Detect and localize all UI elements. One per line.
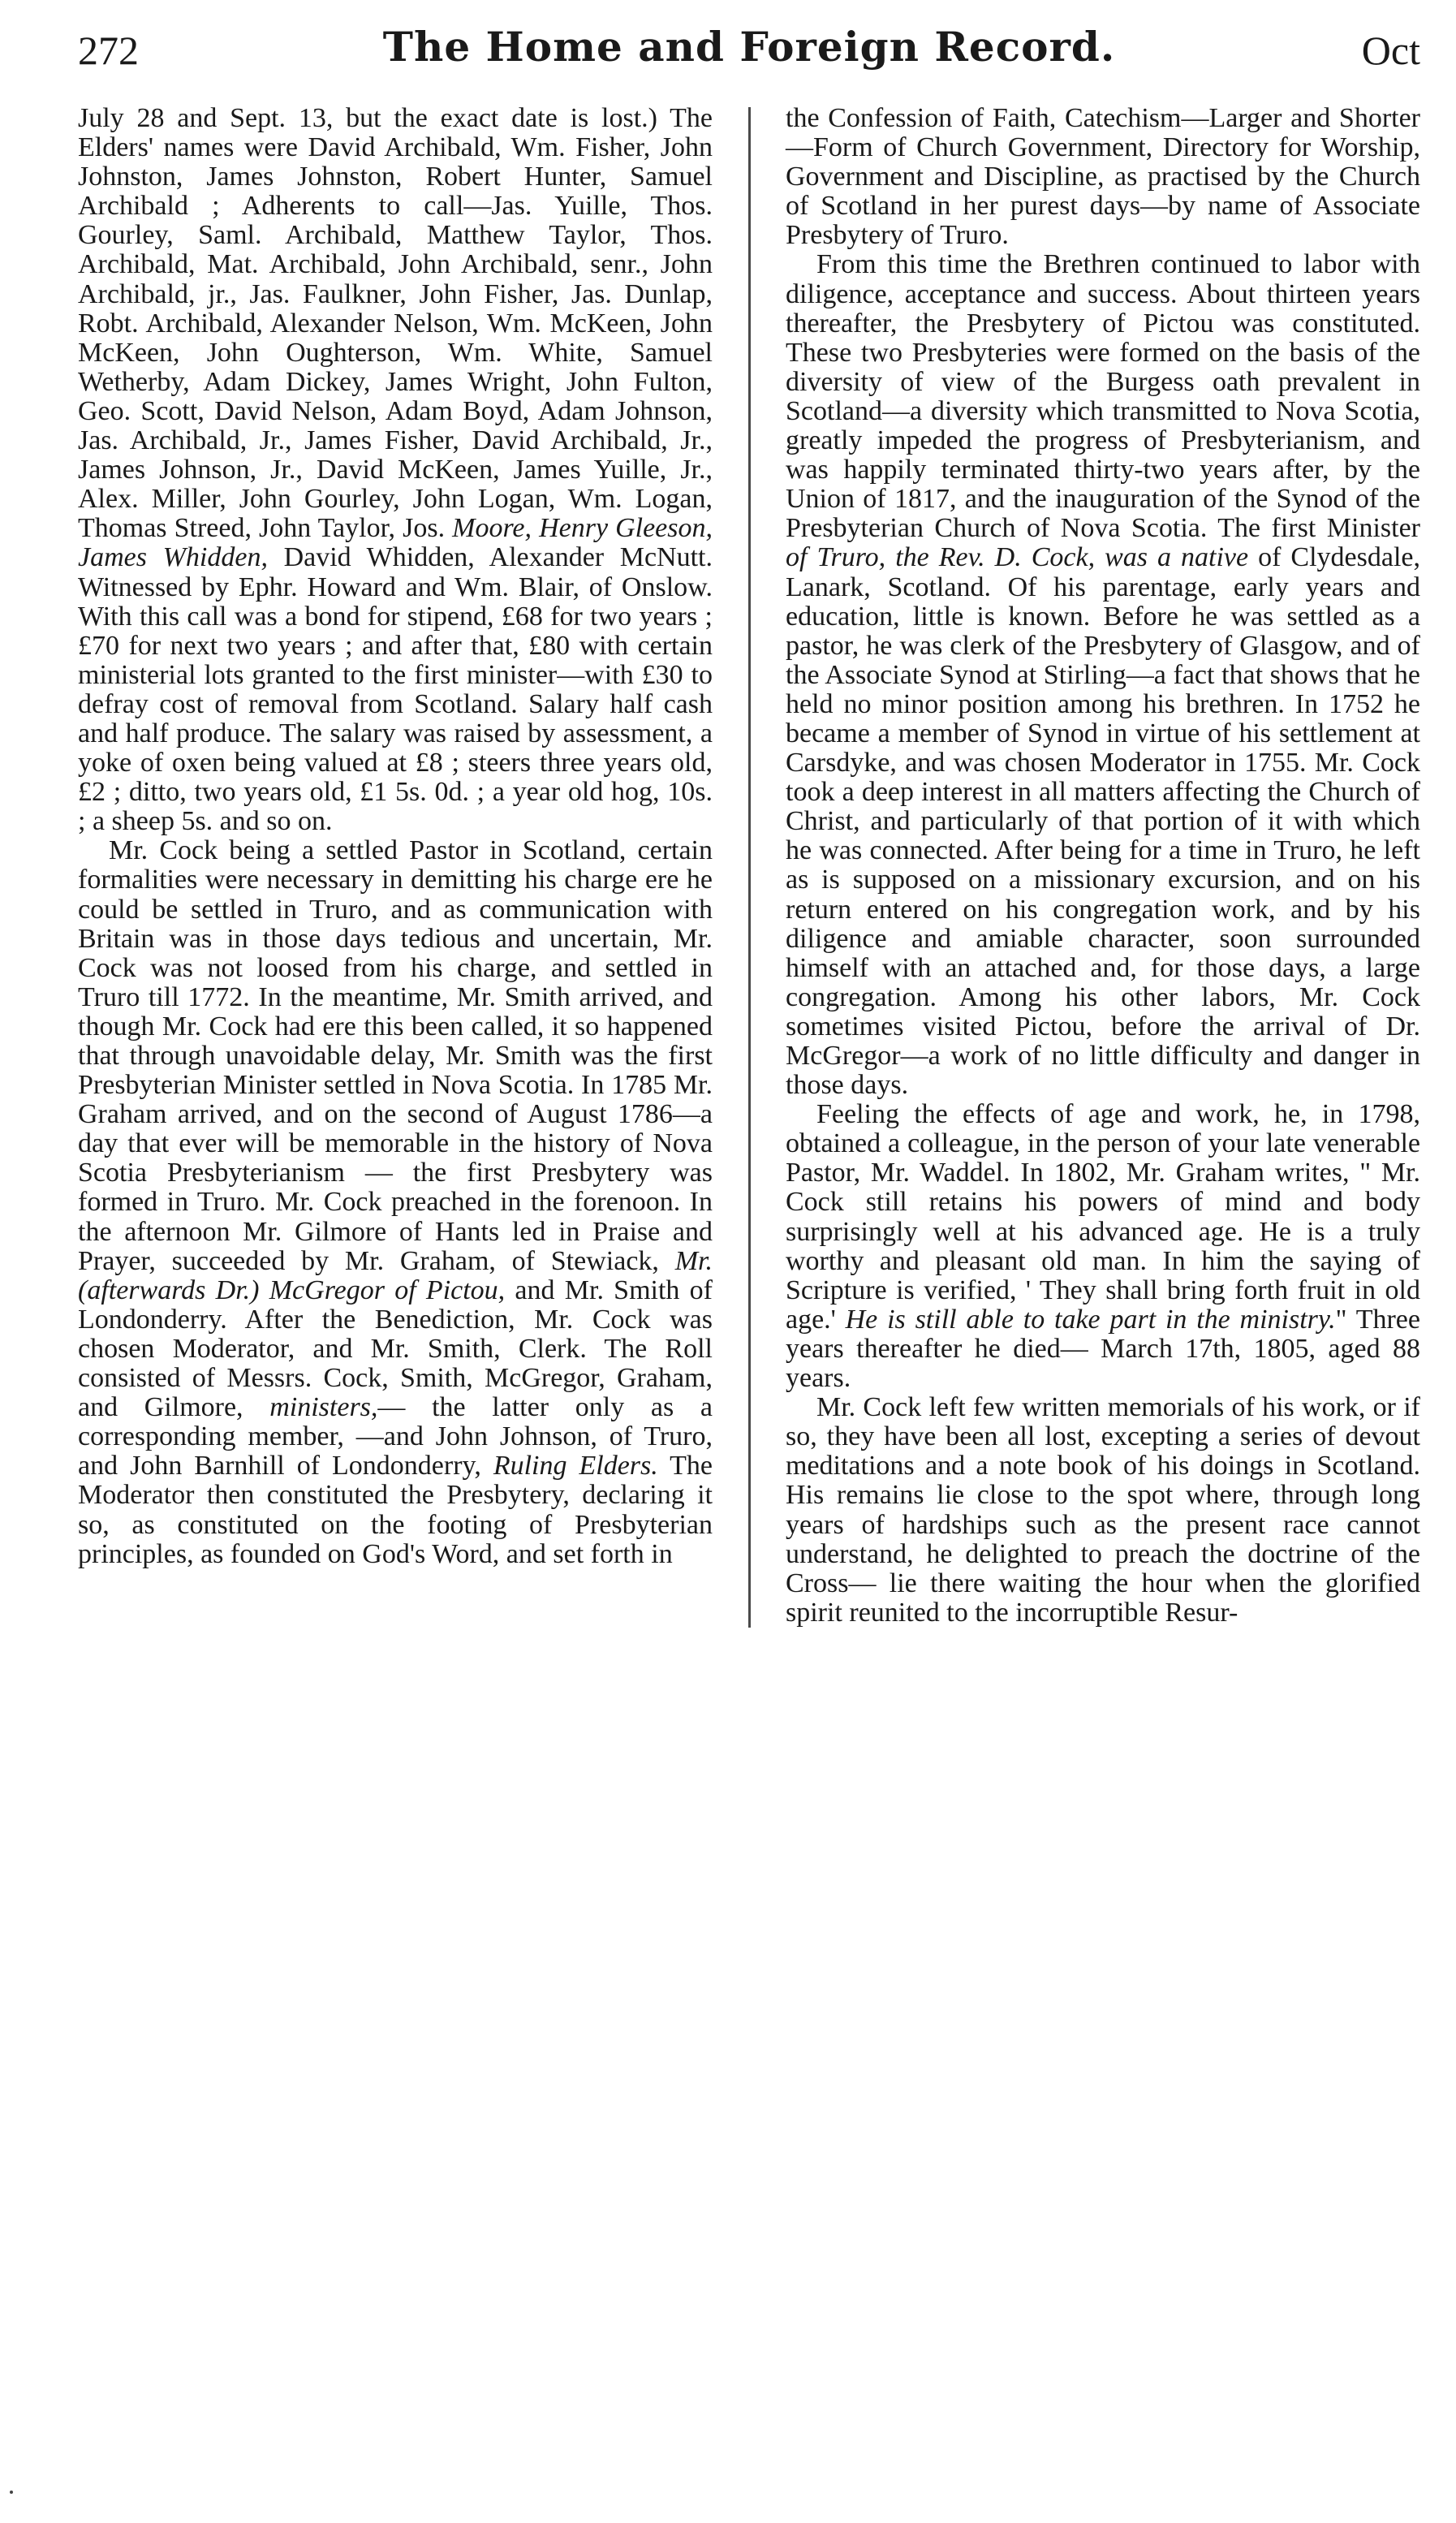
text-run: The Moderator then constituted the Presbytery, declaring it so, as constituted on the footing of Presbyterian principles, as founded on God's Word, and set forth in bbox=[78, 1451, 713, 1569]
paragraph bbox=[786, 1100, 1420, 1393]
right-column bbox=[786, 104, 1420, 1628]
page-number: 272 bbox=[78, 28, 139, 73]
paragraph bbox=[78, 104, 713, 836]
italic-text-run: ministers, bbox=[269, 1392, 378, 1423]
text-run: From this time the Brethren continued to labor with diligence, acceptance and success. About thirteen years thereafter, the Presbytery of Pictou was constituted. These two Presbyteries were formed on the basis of the diversity of view of the Burgess oath prevalent in Scotland—a diversity which transmitted to Nova Scotia, greatly impeded the progress of Presbyterianism, and was happily terminated thirty-two years after, by the Union of 1817, and the inauguration of the Synod of the Presbyterian Church of Nova Scotia. The first Minister bbox=[786, 249, 1420, 544]
page bbox=[78, 18, 1420, 1628]
italic-text-run: Ruling Elders. bbox=[493, 1451, 658, 1481]
text-run: and Mr. Smith of Londonderry. After the Benediction, Mr. Cock was chosen Moderator, and Mr. Smith, Clerk. The Roll consisted of Messrs. Cock, Smith, McGregor, Graham, and Gilmore, bbox=[78, 1274, 713, 1423]
left-column bbox=[78, 104, 713, 1628]
running-month: Oct bbox=[1361, 28, 1420, 73]
text-run: Feeling the effects of age and work, he, in 1798, obtained a colleague, in the person of your late venerable Pastor, Mr. Waddel. In 1802, Mr. Graham writes, " Mr. Cock still retains his powers of mind and body surprisingly well at his advanced age. He is a truly worthy and pleasant old man. In him the saying of Scripture is verified, ' They shall bring forth fruit in old age.' bbox=[786, 1099, 1420, 1335]
text-run: the Confession of Faith, Catechism—Larger and Shorter—Form of Church Government, Directory for Worship, Government and Discipline, as practised by the Church of Scotland in her purest days—by name of Associate Presbytery of Truro. bbox=[786, 103, 1420, 251]
italic-text-run: of Truro, the Rev. D. Cock, was a native bbox=[786, 542, 1249, 573]
text-run: David Whidden, Alexander McNutt. Witnessed by Ephr. Howard and Wm. Blair, of Onslow. With this call was a bond for stipend, £68 for two years ; £70 for next two years ; and after that, £80 with certain ministerial lots granted to the first minister—with £30 to defray cost of removal from Scotland. Salary half cash and half produce. The salary was raised by assessment, a yoke of oxen being valued at £8 ; steers three years old, £2 ; ditto, two years old, £1 5s. 0d. ; a year old hog, 10s. ; a sheep 5s. and so on. bbox=[78, 542, 713, 837]
text-run: " Three years thereafter he died— March 17th, 1805, aged 88 years. bbox=[786, 1304, 1420, 1394]
running-header bbox=[78, 18, 1420, 83]
italic-text-run: Moore, Henry Gleeson, James Whidden, bbox=[78, 513, 713, 573]
text-run: Mr. Cock left few written memorials of his work, or if so, they have been all lost, excepting a series of devout meditations and a note book of his doings in Scotland. His remains lie close to the spot where, through long years of hardships such as the present race cannot understand, he delighted to preach the doctrine of the Cross— lie there waiting the hour when the glorified spirit reunited to the incorruptible Resur- bbox=[786, 1392, 1420, 1628]
text-run: of Clydesdale, Lanark, Scotland. Of his parentage, early years and education, little is known. Before he was settled as a pastor, he was clerk of the Presbytery of Glasgow, and of the Associate Synod at Stirling—a fact that shows that he held no minor position among his brethren. In 1752 he became a member of Synod in virtue of his settlement at Carsdyke, and was chosen Moderator in 1755. Mr. Cock took a deep interest in all matters affecting the Church of Christ, and particularly of that portion of it with which he was connected. After being for a time in Truro, he left as is supposed on a missionary excursion, and on his return entered on his congregation work, and by his diligence and amiable character, soon surrounded himself with an attached and, for those days, a large congregation. Among his other labors, Mr. Cock sometimes visited Pictou, before the arrival of Dr. McGregor—a work of no little difficulty and danger in those days. bbox=[786, 542, 1420, 1101]
paragraph bbox=[786, 1393, 1420, 1628]
italic-text-run: He is still able to take part in the ministry. bbox=[845, 1304, 1336, 1335]
article-body bbox=[78, 104, 1420, 1628]
paragraph bbox=[78, 836, 713, 1568]
paragraph bbox=[786, 250, 1420, 1100]
text-run: — the latter only as a corresponding member, —and John Johnson, of Truro, and John Barnhill of Londonderry, bbox=[78, 1392, 713, 1481]
italic-text-run: Mr. (afterwards Dr.) McGregor of Pictou, bbox=[78, 1245, 713, 1305]
column-rule bbox=[748, 107, 751, 1628]
journal-title: The Home and Foreign Record. bbox=[382, 23, 1116, 71]
text-run: Mr. Cock being a settled Pastor in Scotland, certain formalities were necessary in demitting his charge ere he could be settled in Truro, and as communication with Britain was in those days tedious and uncertain, Mr. Cock was not loosed from his charge, and settled in Truro till 1772. In the meantime, Mr. Smith arrived, and though Mr. Cock had ere this been called, it so happened that through unavoidable delay, Mr. Smith was the first Presbyterian Minister settled in Nova Scotia. In 1785 Mr. Graham arrived, and on the second of August 1786—a day that ever will be memorable in the history of Nova Scotia Presbyterianism — the first Presbytery was formed in Truro. Mr. Cock preached in the forenoon. In the afternoon Mr. Gilmore of Hants led in Praise and Prayer, succeeded by Mr. Graham, of Stewiack, bbox=[78, 835, 713, 1276]
margin-speck bbox=[10, 2491, 13, 2494]
text-run: July 28 and Sept. 13, but the exact date is lost.) The Elders' names were David Archibald, Wm. Fisher, John Johnston, James Johnston, Robert Hunter, Samuel Archibald ; Adherents to call—Jas. Yuille, Thos. Gourley, Saml. Archibald, Matthew Taylor, Thos. Archibald, Mat. Archibald, John Archibald, senr., John Archibald, jr., Jas. Faulkner, John Fisher, Jas. Dunlap, Robt. Archibald, Alexander Nelson, Wm. McKeen, John McKeen, John Oughterson, Wm. White, Samuel Wetherby, Adam Dickey, James Wright, John Fulton, Geo. Scott, David Nelson, Adam Boyd, Adam Johnson, Jas. Archibald, Jr., James Fisher, David Archibald, Jr., James Johnson, Jr., David McKeen, James Yuille, Jr., Alex. Miller, John Gourley, John Logan, Wm. Logan, Thomas Streed, John Taylor, Jos. bbox=[78, 103, 713, 544]
paragraph bbox=[786, 104, 1420, 250]
